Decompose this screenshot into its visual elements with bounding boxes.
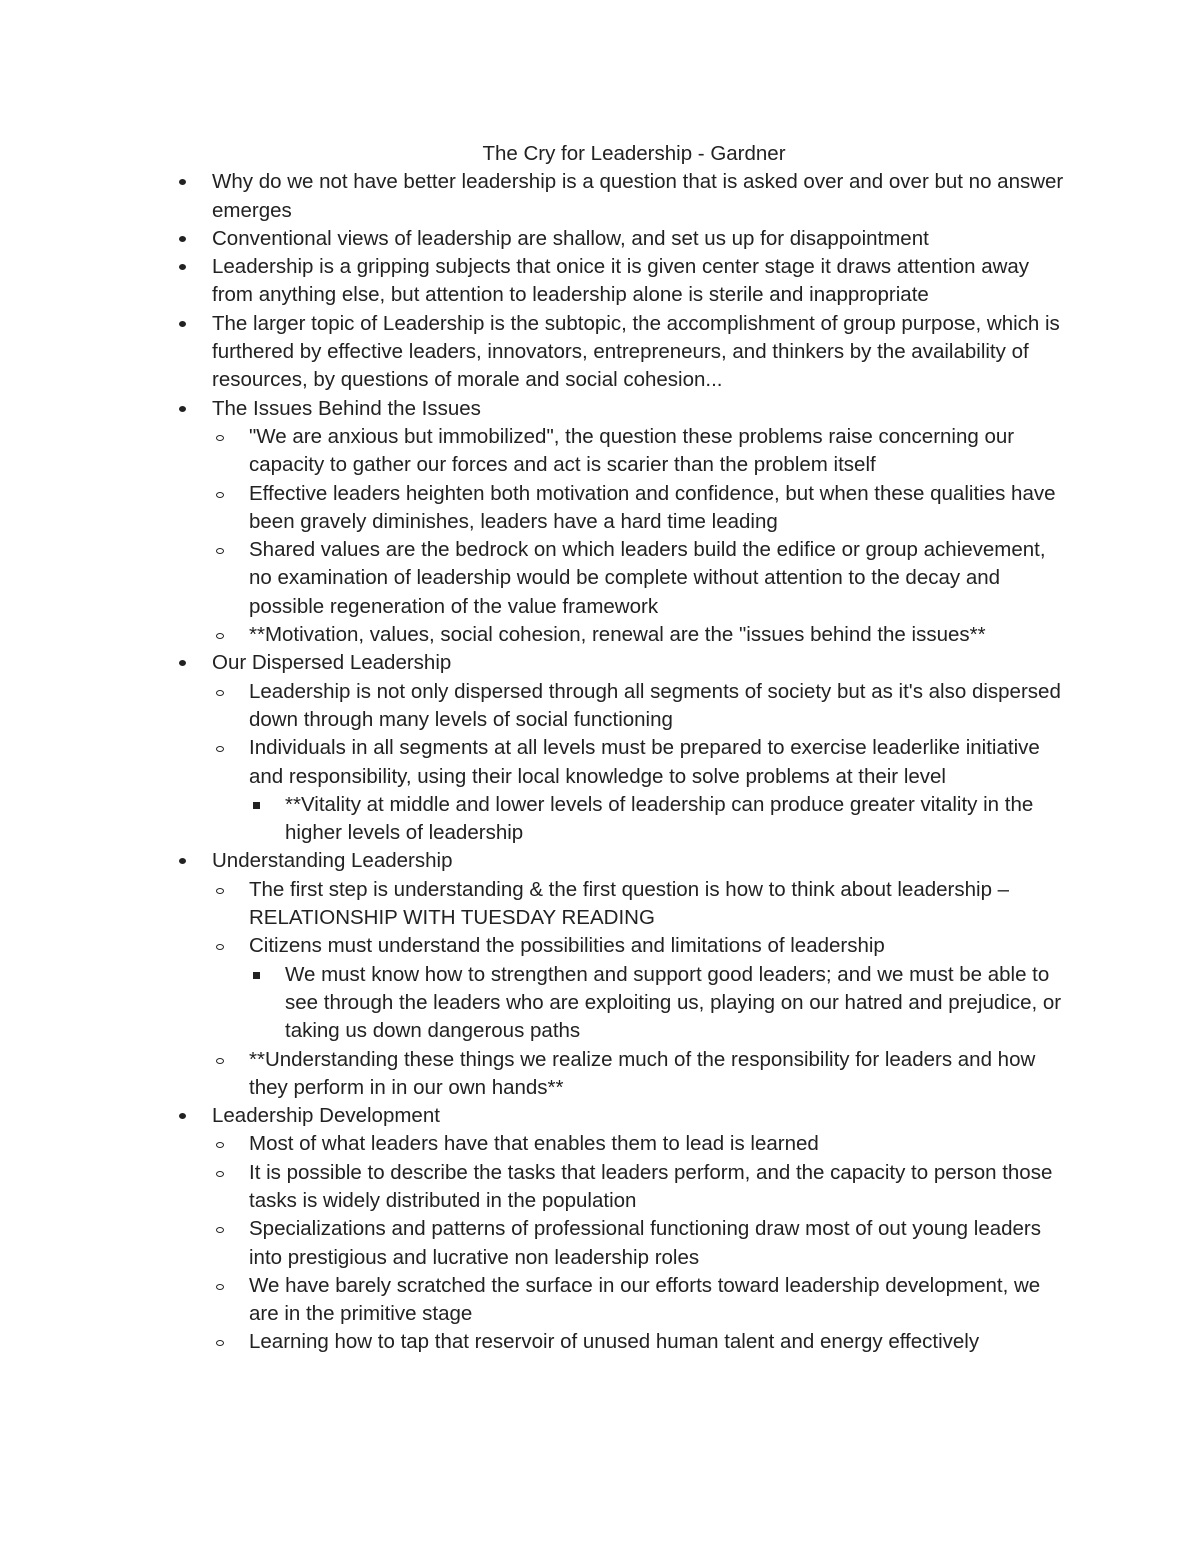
list-item-text: We have barely scratched the surface in our efforts toward leadership development, we are in the primitive stage [249,1273,1041,1326]
list-item-text: Why do we not have better leadership is a question that is asked over and over but no answer emerges [212,170,1064,222]
sub-list [215,876,1068,1102]
document-title: The Cry for Leadership - Gardner [482,142,786,165]
list-item-level-2 [215,423,1068,480]
bullet-circle-icon [215,734,237,762]
list-item-level-1 [178,168,1068,225]
list-item-level-3 [251,961,1068,1046]
list-item-text: Shared values are the bedrock on which leaders build the edifice or group achievement, no examination of leadership would be complete without attention to the decay and possible regeneration of the value framework [249,538,1046,618]
bullet-dot-icon [178,847,200,875]
list-item-text: Understanding Leadership [212,849,453,873]
list-item-text: We must know how to strengthen and support good leaders; and we must be able to see through the leaders who are exploiting us, playing on our hatred and prejudice, or taking us down dangerous paths [285,962,1062,1043]
list-item-level-2 [215,621,1068,649]
bullet-circle-icon [215,1272,237,1300]
sub-list [251,961,1068,1046]
list-item-level-3 [251,791,1068,848]
list-item-text: Conventional views of leadership are shallow, and set us up for disappointment [212,226,929,250]
list-item-text: Our Dispersed Leadership [212,651,452,675]
list-item-text: Learning how to tap that reservoir of unused human talent and energy effectively [249,1330,980,1354]
bullet-circle-icon [215,536,237,564]
bullet-dot-icon [178,649,200,677]
bullet-dot-icon [178,310,200,338]
bullet-circle-icon [215,621,237,649]
list-item-level-1 [178,253,1068,310]
bullet-circle-icon [215,1046,237,1074]
list-item-text: **Understanding these things we realize much of the responsibility for leaders and how they perform in in our own hands** [249,1047,1036,1099]
list-item-level-1 [178,225,1068,253]
list-item-level-1 [178,649,1068,677]
bullet-dot-icon [178,395,200,423]
list-item-level-2 [215,1046,1068,1103]
sub-list [215,1130,1068,1356]
bullet-dot-icon [178,253,200,281]
list-item-level-2 [215,876,1068,933]
list-item-text: Most of what leaders have that enables them to lead is learned [249,1132,819,1156]
list-item-level-2 [215,734,1068,791]
list-item-level-2 [215,678,1068,735]
list-item-text: **Vitality at middle and lower levels of leadership can produce greater vitality in the higher levels of leadership [285,792,1034,845]
list-item-level-2 [215,1272,1068,1329]
list-item-text: **Motivation, values, social cohesion, renewal are the "issues behind the issues** [249,623,986,647]
document-page [178,140,1068,1357]
list-item-text: The first step is understanding & the first question is how to think about leadership – RELATIONSHIP WITH TUESDAY READING [249,877,1010,930]
sub-list [215,423,1068,649]
sub-list-container [178,423,1068,649]
sub-list-container [215,961,1068,1046]
bullet-circle-icon [215,1130,237,1158]
list-item-level-2 [215,536,1068,621]
list-item-level-2 [215,1215,1068,1272]
list-item-level-2 [215,1159,1068,1216]
list-item-level-1 [178,847,1068,875]
bullet-circle-icon [215,932,237,960]
bullet-circle-icon [215,1159,237,1187]
list-item-level-1 [178,1102,1068,1130]
list-item-text: Leadership is not only dispersed through all segments of society but as it's also dispersed down through many levels of social functioning [249,679,1061,731]
list-item-text: It is possible to describe the tasks that leaders perform, and the capacity to person those tasks is widely distributed in the population [249,1160,1053,1212]
sub-list-container [178,1130,1068,1356]
bullet-dot-icon [178,168,200,196]
sub-list-container [178,876,1068,1102]
list-item-text: Individuals in all segments at all levels must be prepared to exercise leaderlike initiative and responsibility, using their local knowledge to solve problems at their level [249,736,1040,788]
bullet-circle-icon [215,1328,237,1356]
list-item-text: Leadership is a gripping subjects that onice it is given center stage it draws attention away from anything else, but attention to leadership alone is sterile and inappropriate [212,255,1030,307]
bullet-list [178,168,1068,1356]
list-item-text: Leadership Development [212,1104,440,1128]
list-item-level-2 [215,932,1068,960]
bullet-circle-icon [215,1215,237,1243]
bullet-square-icon [251,961,273,989]
list-item-text: The Issues Behind the Issues [212,396,481,420]
sub-list [251,791,1068,848]
sub-list-container [215,791,1068,848]
list-item-level-2 [215,480,1068,537]
list-item-level-2 [215,1328,1068,1356]
bullet-circle-icon [215,423,237,451]
list-item-text: Specializations and patterns of professional functioning draw most of out young leaders into prestigious and lucrative non leadership roles [249,1217,1042,1269]
list-item-level-1 [178,395,1068,423]
bullet-dot-icon [178,1102,200,1130]
list-item-text: Effective leaders heighten both motivation and confidence, but when these qualities have been gravely diminishes, leaders have a hard time leading [249,481,1056,533]
sub-list-container [178,678,1068,848]
list-item-level-2 [215,1130,1068,1158]
sub-list [215,678,1068,848]
list-item-text: Citizens must understand the possibilities and limitations of leadership [249,934,885,958]
list-item-text: "We are anxious but immobilized", the question these problems raise concerning our capacity to gather our forces and act is scarier than the problem itself [249,424,1015,477]
list-item-text: The larger topic of Leadership is the subtopic, the accomplishment of group purpose, which is furthered by effective leaders, innovators, entrepreneurs, and thinkers by the availability of resources, by questions of morale and social cohesion... [212,311,1060,392]
bullet-circle-icon [215,678,237,706]
bullet-circle-icon [215,876,237,904]
list-item-level-1 [178,310,1068,395]
bullet-circle-icon [215,480,237,508]
bullet-dot-icon [178,225,200,253]
bullet-square-icon [251,791,273,819]
